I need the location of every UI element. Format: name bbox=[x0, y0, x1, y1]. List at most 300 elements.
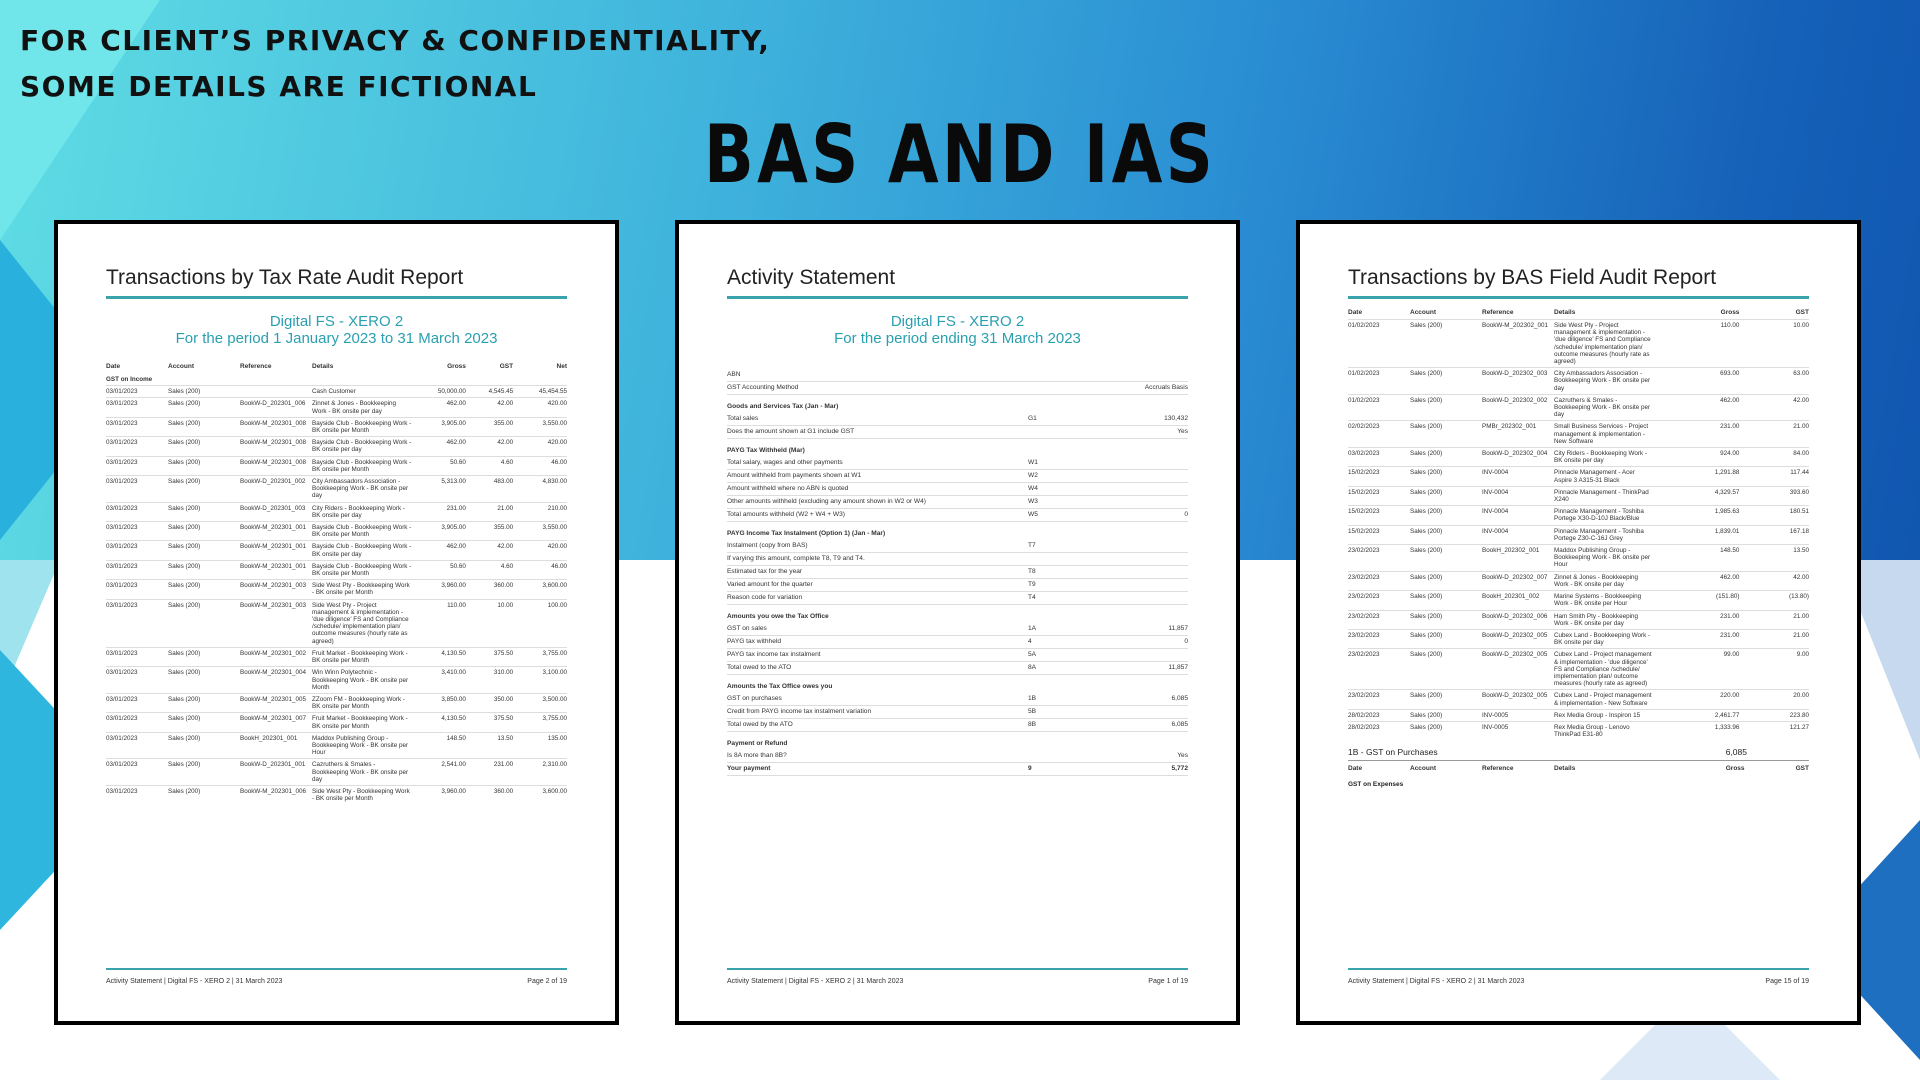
table-cell: 1,333.96 bbox=[1654, 721, 1739, 740]
table-cell: 03/01/2023 bbox=[106, 785, 168, 804]
table-cell: 23/02/2023 bbox=[1348, 610, 1410, 629]
row-value bbox=[1108, 568, 1188, 576]
table-cell: 462.00 bbox=[1654, 571, 1739, 590]
row-label: Reason code for variation bbox=[727, 594, 803, 601]
table-cell: Sales (200) bbox=[1410, 394, 1482, 421]
table-cell: 231.00 bbox=[466, 759, 513, 786]
table-cell: Sales (200) bbox=[168, 693, 240, 712]
table-cell: 117.44 bbox=[1739, 467, 1809, 486]
table-cell: 03/01/2023 bbox=[106, 522, 168, 541]
expenses-header bbox=[1348, 763, 1809, 775]
table-cell: 01/02/2023 bbox=[1348, 394, 1410, 421]
table-cell: 03/01/2023 bbox=[106, 732, 168, 759]
table-cell: 03/01/2023 bbox=[106, 599, 168, 647]
statement-row bbox=[727, 579, 1188, 592]
row-code: 9 bbox=[1028, 765, 1032, 772]
row-label: Total amounts withheld (W2 + W4 + W3) bbox=[727, 511, 845, 518]
row-value bbox=[1108, 485, 1188, 493]
table-cell: 28/02/2023 bbox=[1348, 721, 1410, 740]
row-label: Total sales bbox=[727, 415, 759, 422]
table-cell: Fruit Market - Bookkeeping Work - BK onsite per Month bbox=[312, 713, 412, 732]
doc-org: Digital FS - XERO 2 bbox=[269, 313, 404, 330]
row-label: PAYG tax withheld bbox=[727, 638, 781, 645]
row-label: Instalment (copy from BAS) bbox=[727, 542, 808, 549]
table-cell: 02/02/2023 bbox=[1348, 421, 1410, 448]
table-cell: Sales (200) bbox=[168, 759, 240, 786]
table-cell: 167.18 bbox=[1739, 525, 1809, 544]
table-cell: 4,830.00 bbox=[513, 476, 567, 503]
footer-page: Page 1 of 19 bbox=[1148, 978, 1188, 985]
table-cell: INV-0005 bbox=[1482, 721, 1554, 740]
table-cell: 121.27 bbox=[1739, 721, 1809, 740]
table-cell: 03/01/2023 bbox=[106, 417, 168, 436]
table-cell: INV-0005 bbox=[1482, 709, 1554, 721]
column-header: Date bbox=[106, 363, 121, 370]
table-cell: City Riders - Bookkeeping Work - BK onsite per day bbox=[312, 502, 412, 521]
table-cell: BookW-M_202301_008 bbox=[240, 417, 312, 436]
table-cell: Sales (200) bbox=[168, 522, 240, 541]
footer-left: Activity Statement | Digital FS - XERO 2 | 31 March 2023 bbox=[106, 978, 283, 985]
table-cell: 50,000.00 bbox=[412, 386, 466, 398]
table-row bbox=[1348, 571, 1809, 590]
table-cell: 1,839.01 bbox=[1654, 525, 1739, 544]
row-value bbox=[1108, 371, 1188, 379]
row-code: T8 bbox=[1028, 568, 1036, 575]
table-cell: 21.00 bbox=[1739, 629, 1809, 648]
table-cell: Sales (200) bbox=[1410, 629, 1482, 648]
row-code: T4 bbox=[1028, 594, 1036, 601]
row-label: Credit from PAYG income tax instalment variation bbox=[727, 708, 872, 715]
table-row bbox=[106, 560, 567, 579]
table-cell: 3,550.00 bbox=[513, 522, 567, 541]
table-row bbox=[1348, 709, 1809, 721]
table-cell: 100.00 bbox=[513, 599, 567, 647]
table-row bbox=[1348, 448, 1809, 467]
table-cell: 23/02/2023 bbox=[1348, 591, 1410, 610]
table-cell: 42.00 bbox=[1739, 394, 1809, 421]
table-row bbox=[106, 386, 567, 398]
table-cell: Cazruthers & Smales - Bookkeeping Work - BK onsite per day bbox=[312, 759, 412, 786]
table-cell: BookW-D_202302_004 bbox=[1482, 448, 1554, 467]
column-header: Details bbox=[1554, 765, 1576, 773]
table-cell: 462.00 bbox=[412, 398, 466, 417]
table-cell: 13.50 bbox=[1739, 545, 1809, 572]
table-cell: 375.50 bbox=[466, 713, 513, 732]
row-code: 5A bbox=[1028, 651, 1037, 658]
statement-row bbox=[727, 496, 1188, 509]
row-value bbox=[1108, 542, 1188, 550]
table-cell: BookW-M_202301_001 bbox=[240, 560, 312, 579]
row-value bbox=[1108, 581, 1188, 589]
row-value bbox=[1108, 555, 1188, 563]
table-cell: 3,755.00 bbox=[513, 647, 567, 666]
row-value: 6,085 bbox=[1171, 721, 1188, 728]
table-cell: 03/01/2023 bbox=[106, 693, 168, 712]
table-row bbox=[106, 580, 567, 599]
table-cell: BookW-D_202301_001 bbox=[240, 759, 312, 786]
table-cell: 148.50 bbox=[412, 732, 466, 759]
table-cell: INV-0004 bbox=[1482, 506, 1554, 525]
table-cell: 220.00 bbox=[1654, 690, 1739, 709]
row-value bbox=[1108, 708, 1188, 716]
statement-row bbox=[727, 693, 1188, 706]
row-label: Does the amount shown at G1 include GST bbox=[727, 428, 855, 435]
table-cell: 01/02/2023 bbox=[1348, 320, 1410, 368]
table-cell: BookW-D_202302_005 bbox=[1482, 649, 1554, 690]
table-cell: 5,313.00 bbox=[412, 476, 466, 503]
row-value: 5,772 bbox=[1171, 765, 1188, 772]
table-row bbox=[106, 599, 567, 647]
statement-row bbox=[727, 763, 1188, 776]
transactions-table bbox=[106, 361, 567, 804]
table-cell: 2,461.77 bbox=[1654, 709, 1739, 721]
row-value bbox=[1108, 651, 1188, 659]
table-cell: Sales (200) bbox=[168, 456, 240, 475]
section-heading: GST on Expenses bbox=[1348, 781, 1404, 789]
column-header: Gross bbox=[1725, 765, 1745, 773]
table-cell: Sales (200) bbox=[168, 398, 240, 417]
column-header: Net bbox=[556, 363, 567, 370]
row-code: 8B bbox=[1028, 721, 1037, 728]
row-value: 6,085 bbox=[1171, 695, 1188, 702]
table-cell: 03/01/2023 bbox=[106, 713, 168, 732]
table-cell: 42.00 bbox=[466, 437, 513, 456]
table-cell: 84.00 bbox=[1739, 448, 1809, 467]
table-cell: Cash Customer bbox=[312, 386, 412, 398]
table-cell: 180.51 bbox=[1739, 506, 1809, 525]
column-header: Reference bbox=[1482, 765, 1514, 773]
table-cell: BookW-D_202302_007 bbox=[1482, 571, 1554, 590]
row-value: Yes bbox=[1177, 428, 1188, 435]
table-cell: Sales (200) bbox=[1410, 721, 1482, 740]
table-cell: BookW-D_202301_006 bbox=[240, 398, 312, 417]
privacy-notice-line1: FOR CLIENT’S PRIVACY & CONFIDENTIALITY, bbox=[20, 24, 771, 57]
table-cell: 15/02/2023 bbox=[1348, 525, 1410, 544]
table-cell: 21.00 bbox=[466, 502, 513, 521]
table-cell: Sales (200) bbox=[1410, 467, 1482, 486]
table-cell: 231.00 bbox=[1654, 629, 1739, 648]
table-cell: Side West Pty - Bookkeeping Work - BK onsite per Month bbox=[312, 580, 412, 599]
table-row bbox=[106, 667, 567, 694]
table-cell: 310.00 bbox=[466, 667, 513, 694]
table-row bbox=[1348, 368, 1809, 395]
column-header: Details bbox=[312, 363, 334, 370]
table-cell: Cubex Land - Project management & implementation - 'due diligence' FS and Compliance /schedule/ implementation plan/ outcome measures (hourly rate as agreed) bbox=[1554, 649, 1654, 690]
statement-row bbox=[727, 483, 1188, 496]
row-label: Is 8A more than 8B? bbox=[727, 752, 787, 759]
statement-row bbox=[727, 719, 1188, 732]
row-code bbox=[1028, 428, 1108, 436]
table-cell: Sales (200) bbox=[1410, 486, 1482, 505]
table-cell: 110.00 bbox=[412, 599, 466, 647]
table-cell: 462.00 bbox=[1654, 394, 1739, 421]
table-cell: Sales (200) bbox=[168, 785, 240, 804]
column-header: GST bbox=[499, 363, 514, 370]
table-cell: 3,960.00 bbox=[412, 580, 466, 599]
table-cell: 21.00 bbox=[1739, 610, 1809, 629]
row-label: GST Accounting Method bbox=[727, 384, 799, 391]
table-cell: Sales (200) bbox=[1410, 545, 1482, 572]
table-cell: INV-0004 bbox=[1482, 467, 1554, 486]
statement-row bbox=[727, 540, 1188, 553]
table-cell: Sales (200) bbox=[168, 502, 240, 521]
doc-title: Transactions by BAS Field Audit Report bbox=[1348, 266, 1809, 299]
table-cell: BookW-D_202302_003 bbox=[1482, 368, 1554, 395]
statement-row bbox=[727, 509, 1188, 522]
table-cell: Pinnacle Management - ThinkPad X240 bbox=[1554, 486, 1654, 505]
table-cell: 3,905.00 bbox=[412, 417, 466, 436]
table-row bbox=[1348, 421, 1809, 448]
table-cell: 4,130.50 bbox=[412, 713, 466, 732]
table-cell: BookW-D_202302_005 bbox=[1482, 629, 1554, 648]
table-cell: 10.00 bbox=[466, 599, 513, 647]
table-cell: BookW-M_202301_004 bbox=[240, 667, 312, 694]
table-row bbox=[1348, 721, 1809, 740]
table-row bbox=[106, 647, 567, 666]
row-label: Estimated tax for the year bbox=[727, 568, 803, 575]
table-cell: 21.00 bbox=[1739, 421, 1809, 448]
table-cell: BookW-M_202301_003 bbox=[240, 599, 312, 647]
row-code: W2 bbox=[1028, 472, 1038, 479]
table-cell: BookW-D_202301_002 bbox=[240, 476, 312, 503]
table-cell: 231.00 bbox=[412, 502, 466, 521]
column-header: Account bbox=[1410, 765, 1436, 773]
table-cell: 2,310.00 bbox=[513, 759, 567, 786]
table-cell: 4.60 bbox=[466, 456, 513, 475]
table-cell: 23/02/2023 bbox=[1348, 690, 1410, 709]
table-cell: 23/02/2023 bbox=[1348, 629, 1410, 648]
footer-page: Page 15 of 19 bbox=[1765, 978, 1809, 985]
table-cell: 483.00 bbox=[466, 476, 513, 503]
table-cell: 03/01/2023 bbox=[106, 541, 168, 560]
table-cell: Cubex Land - Bookkeeping Work - BK onsite per day bbox=[1554, 629, 1654, 648]
table-cell: 03/01/2023 bbox=[106, 386, 168, 398]
row-code: 8A bbox=[1028, 664, 1037, 671]
table-cell: BookW-M_202301_001 bbox=[240, 522, 312, 541]
row-code: W3 bbox=[1028, 498, 1038, 505]
table-cell: 3,905.00 bbox=[412, 522, 466, 541]
table-cell: Sales (200) bbox=[168, 599, 240, 647]
table-cell: BookW-D_202302_005 bbox=[1482, 690, 1554, 709]
table-cell: 2,541.00 bbox=[412, 759, 466, 786]
table-cell: Sales (200) bbox=[1410, 591, 1482, 610]
section-heading: Amounts the Tax Office owes you bbox=[727, 683, 833, 690]
table-cell: Bayside Club - Bookkeeping Work - BK onsite per Month bbox=[312, 560, 412, 579]
table-row bbox=[106, 456, 567, 475]
row-value bbox=[1108, 594, 1188, 602]
table-cell: Win Winn Polytechnic - Bookkeeping Work - BK onsite per Month bbox=[312, 667, 412, 694]
row-code bbox=[1028, 371, 1108, 379]
bas-field-audit-report bbox=[1296, 220, 1861, 1025]
table-cell: Fruit Market - Bookkeeping Work - BK onsite per Month bbox=[312, 647, 412, 666]
table-row bbox=[1348, 591, 1809, 610]
table-cell: 42.00 bbox=[466, 398, 513, 417]
table-row bbox=[1348, 525, 1809, 544]
table-cell: 110.00 bbox=[1654, 320, 1739, 368]
table-cell: Bayside Club - Bookkeeping Work - BK onsite per Month bbox=[312, 456, 412, 475]
table-cell: BookW-M_202301_007 bbox=[240, 713, 312, 732]
row-code bbox=[1028, 752, 1108, 760]
table-cell: 9.00 bbox=[1739, 649, 1809, 690]
table-cell: Sales (200) bbox=[168, 476, 240, 503]
table-cell: BookH_202301_002 bbox=[1482, 591, 1554, 610]
row-code bbox=[1028, 384, 1108, 392]
table-cell: Sales (200) bbox=[168, 386, 240, 398]
table-cell: Rex Media Group - Inspiron 15 bbox=[1554, 709, 1654, 721]
statement-row bbox=[727, 592, 1188, 605]
row-label: Varied amount for the quarter bbox=[727, 581, 813, 588]
table-cell: Sales (200) bbox=[1410, 320, 1482, 368]
row-code: W5 bbox=[1028, 511, 1038, 518]
table-cell: 355.00 bbox=[466, 522, 513, 541]
table-row bbox=[106, 437, 567, 456]
table-cell: 231.00 bbox=[1654, 421, 1739, 448]
table-cell: 462.00 bbox=[412, 541, 466, 560]
table-cell: Sales (200) bbox=[1410, 690, 1482, 709]
table-cell: Bayside Club - Bookkeeping Work - BK onsite per Month bbox=[312, 522, 412, 541]
table-cell: 223.80 bbox=[1739, 709, 1809, 721]
table-cell: 3,410.00 bbox=[412, 667, 466, 694]
table-cell: 3,850.00 bbox=[412, 693, 466, 712]
row-code: 1B bbox=[1028, 695, 1037, 702]
table-cell: 15/02/2023 bbox=[1348, 506, 1410, 525]
table-cell: 3,960.00 bbox=[412, 785, 466, 804]
table-cell: 135.00 bbox=[513, 732, 567, 759]
row-code: 5B bbox=[1028, 708, 1037, 715]
table-cell: BookW-M_202301_001 bbox=[240, 541, 312, 560]
statement-row bbox=[727, 566, 1188, 579]
statement-row bbox=[727, 649, 1188, 662]
row-label: Total owed by the ATO bbox=[727, 721, 793, 728]
table-cell: Maddox Publishing Group - Bookkeeping Work - BK onsite per Hour bbox=[1554, 545, 1654, 572]
footer-left: Activity Statement | Digital FS - XERO 2 | 31 March 2023 bbox=[1348, 978, 1525, 985]
section-heading: PAYG Tax Withheld (Mar) bbox=[727, 447, 805, 454]
section-heading: GST on Income bbox=[106, 376, 153, 383]
column-header: Account bbox=[168, 363, 194, 370]
row-label: GST on sales bbox=[727, 625, 767, 632]
table-cell: Sales (200) bbox=[1410, 421, 1482, 448]
table-cell: BookH_202301_001 bbox=[240, 732, 312, 759]
table-cell: Side West Pty - Project management & implementation - 'due diligence' FS and Compliance /schedule/ implementation plan/ outcome measures (hourly rate as agreed) bbox=[1554, 320, 1654, 368]
row-code: T7 bbox=[1028, 542, 1036, 549]
table-cell: 23/02/2023 bbox=[1348, 571, 1410, 590]
table-cell: (13.80) bbox=[1739, 591, 1809, 610]
table-cell: 420.00 bbox=[513, 398, 567, 417]
table-row bbox=[106, 785, 567, 804]
table-row bbox=[1348, 467, 1809, 486]
column-header: Date bbox=[1348, 765, 1363, 773]
table-cell: Sales (200) bbox=[168, 667, 240, 694]
row-value: 130,432 bbox=[1164, 415, 1188, 422]
table-cell: 99.00 bbox=[1654, 649, 1739, 690]
row-label: Total owed to the ATO bbox=[727, 664, 792, 671]
table-cell: City Ambassadors Association - Bookkeeping Work - BK onsite per day bbox=[312, 476, 412, 503]
doc-footer bbox=[1348, 968, 1809, 985]
statement-row bbox=[727, 623, 1188, 636]
row-value: Accruals Basis bbox=[1144, 384, 1188, 391]
column-header: Reference bbox=[1482, 309, 1514, 316]
column-header: Details bbox=[1554, 309, 1576, 316]
row-label: Amount withheld from payments shown at W1 bbox=[727, 472, 862, 479]
tax-rate-audit-report bbox=[54, 220, 619, 1025]
row-label: GST on purchases bbox=[727, 695, 782, 702]
column-header: Gross bbox=[1720, 309, 1740, 316]
statement-rows bbox=[727, 369, 1188, 776]
table-cell: 50.60 bbox=[412, 456, 466, 475]
table-cell: BookH_202302_001 bbox=[1482, 545, 1554, 572]
table-cell: 462.00 bbox=[412, 437, 466, 456]
table-cell: 350.00 bbox=[466, 693, 513, 712]
statement-row bbox=[727, 369, 1188, 382]
table-row bbox=[1348, 506, 1809, 525]
table-cell: 63.00 bbox=[1739, 368, 1809, 395]
table-row bbox=[1348, 690, 1809, 709]
table-cell: 46.00 bbox=[513, 456, 567, 475]
table-cell: Bayside Club - Bookkeeping Work - BK onsite per day bbox=[312, 437, 412, 456]
table-row bbox=[106, 732, 567, 759]
table-cell: 210.00 bbox=[513, 502, 567, 521]
table-cell: 10.00 bbox=[1739, 320, 1809, 368]
section-heading: Amounts you owe the Tax Office bbox=[727, 613, 829, 620]
row-code bbox=[1028, 555, 1108, 563]
doc-org: Digital FS - XERO 2 bbox=[890, 313, 1025, 330]
table-cell: Pinnacle Management - Acer Aspire 3 A315-31 Black bbox=[1554, 467, 1654, 486]
row-value: 0 bbox=[1184, 511, 1188, 518]
table-cell: 360.00 bbox=[466, 785, 513, 804]
row-code: W1 bbox=[1028, 459, 1038, 466]
table-cell: 03/01/2023 bbox=[106, 647, 168, 666]
footer-left: Activity Statement | Digital FS - XERO 2 | 31 March 2023 bbox=[727, 978, 904, 985]
table-cell: Sales (200) bbox=[168, 647, 240, 666]
table-cell: 4,545.45 bbox=[466, 386, 513, 398]
table-cell: Sales (200) bbox=[168, 580, 240, 599]
table-cell: Bayside Club - Bookkeeping Work - BK onsite per Month bbox=[312, 417, 412, 436]
table-cell: 03/01/2023 bbox=[106, 667, 168, 694]
table-cell: 4,329.57 bbox=[1654, 486, 1739, 505]
table-cell: Sales (200) bbox=[168, 541, 240, 560]
table-row bbox=[1348, 486, 1809, 505]
table-cell: 03/01/2023 bbox=[106, 580, 168, 599]
section-heading: PAYG Income Tax Instalment (Option 1) (Jan - Mar) bbox=[727, 530, 886, 537]
table-cell: City Ambassadors Association - Bookkeeping Work - BK onsite per day bbox=[1554, 368, 1654, 395]
table-cell: 01/02/2023 bbox=[1348, 368, 1410, 395]
table-cell: 45,454.55 bbox=[513, 386, 567, 398]
statement-row bbox=[727, 553, 1188, 566]
table-cell: BookW-M_202302_001 bbox=[1482, 320, 1554, 368]
section-heading: Goods and Services Tax (Jan - Mar) bbox=[727, 403, 839, 410]
table-cell: 360.00 bbox=[466, 580, 513, 599]
row-label: Other amounts withheld (excluding any amount shown in W2 or W4) bbox=[727, 498, 927, 505]
section-row bbox=[106, 373, 567, 386]
statement-row bbox=[727, 662, 1188, 675]
table-cell: INV-0004 bbox=[1482, 525, 1554, 544]
table-cell: 03/01/2023 bbox=[106, 476, 168, 503]
table-cell: 03/01/2023 bbox=[106, 560, 168, 579]
table-cell: BookW-M_202301_002 bbox=[240, 647, 312, 666]
row-label: ABN bbox=[727, 371, 741, 378]
row-code: 1A bbox=[1028, 625, 1037, 632]
summary-row bbox=[1348, 744, 1809, 761]
section-heading: Payment or Refund bbox=[727, 740, 788, 747]
table-cell: 03/01/2023 bbox=[106, 759, 168, 786]
table-cell: Sales (200) bbox=[168, 713, 240, 732]
table-cell: ZZoom FM - Bookkeeping Work - BK onsite per Month bbox=[312, 693, 412, 712]
row-value bbox=[1108, 498, 1188, 506]
table-cell: 924.00 bbox=[1654, 448, 1739, 467]
row-value bbox=[1108, 459, 1188, 467]
table-cell: Zinnet & Jones - Bookkeeping Work - BK onsite per day bbox=[312, 398, 412, 417]
statement-row bbox=[727, 750, 1188, 763]
